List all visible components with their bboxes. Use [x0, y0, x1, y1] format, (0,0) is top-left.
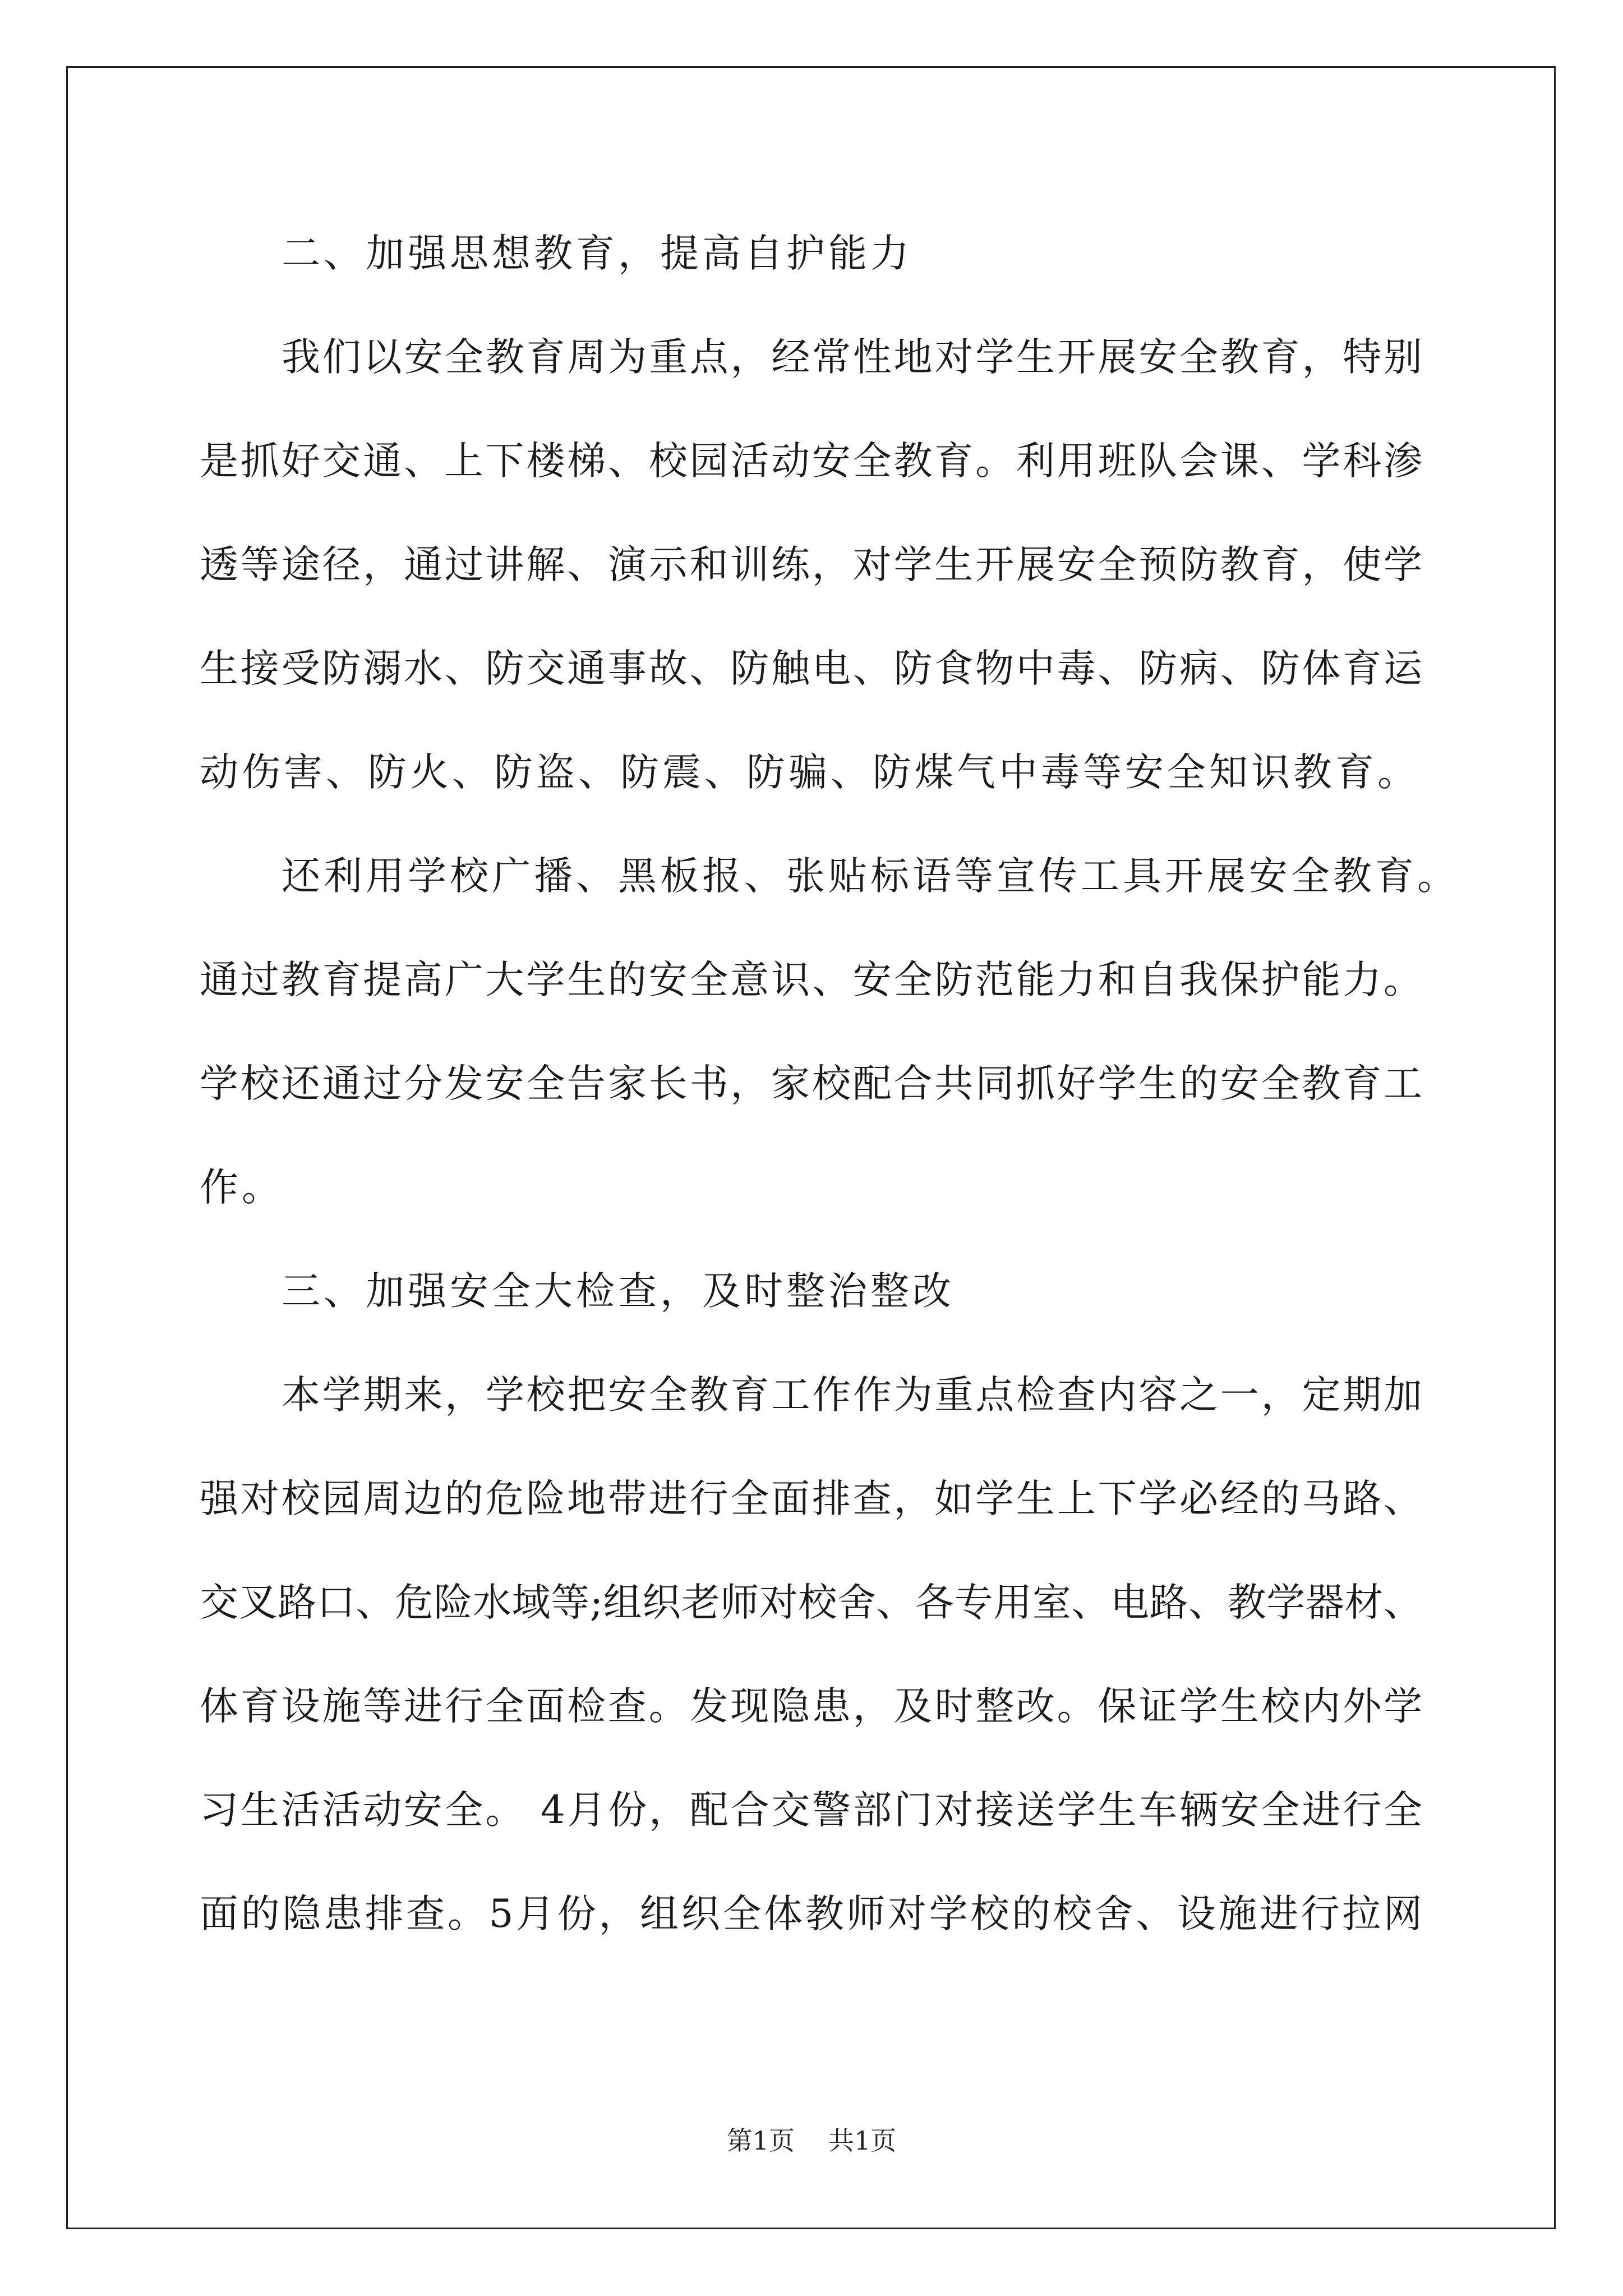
paragraph-line: 交叉路口、危险水域等;组织老师对校舍、各专用室、电路、教学器材、 [200, 1580, 1422, 1625]
section-heading-3: 三、加强安全大检查，及时整治整改 [282, 1269, 955, 1314]
paragraph-line: 习生活活动安全。 4月份，配合交警部门对接送学生车辆安全进行全 [200, 1788, 1422, 1833]
paragraph-line: 学校还通过分发安全告家长书，家校配合共同抓好学生的安全教育工 [200, 1061, 1422, 1106]
paragraph-line: 本学期来，学校把安全教育工作作为重点检查内容之一，定期加 [282, 1373, 1422, 1418]
paragraph-line: 作。 [200, 1165, 284, 1210]
page-total: 共1页 [828, 2125, 897, 2156]
paragraph-line: 通过教育提高广大学生的安全意识、安全防范能力和自我保护能力。 [200, 958, 1422, 1002]
section-heading-2: 二、加强思想教育，提高自护能力 [282, 231, 912, 276]
paragraph-line: 动伤害、防火、防盗、防震、防骗、防煤气中毒等安全知识教育。 [200, 750, 1419, 795]
paragraph-line: 强对校园周边的危险地带进行全面排查，如学生上下学必经的马路、 [200, 1476, 1422, 1521]
paragraph-line: 是抓好交通、上下楼梯、校园活动安全教育。利用班队会课、学科渗 [200, 439, 1422, 484]
page-number: 第1页 [726, 2125, 795, 2156]
paragraph-line: 透等途径，通过讲解、演示和训练，对学生开展安全预防教育，使学 [200, 542, 1422, 587]
page-footer [0, 2120, 1623, 2157]
paragraph-line: 体育设施等进行全面检查。发现隐患，及时整改。保证学生校内外学 [200, 1684, 1422, 1729]
paragraph-line: 我们以安全教育周为重点，经常性地对学生开展安全教育，特别 [282, 335, 1422, 380]
paragraph-line: 还利用学校广播、黑板报、张贴标语等宣传工具开展安全教育。 [282, 854, 1459, 899]
paragraph-line: 生接受防溺水、防交通事故、防触电、防食物中毒、防病、防体育运 [200, 646, 1422, 691]
paragraph-line: 面的隐患排查。5月份，组织全体教师对学校的校舍、设施进行拉网 [200, 1892, 1422, 1936]
